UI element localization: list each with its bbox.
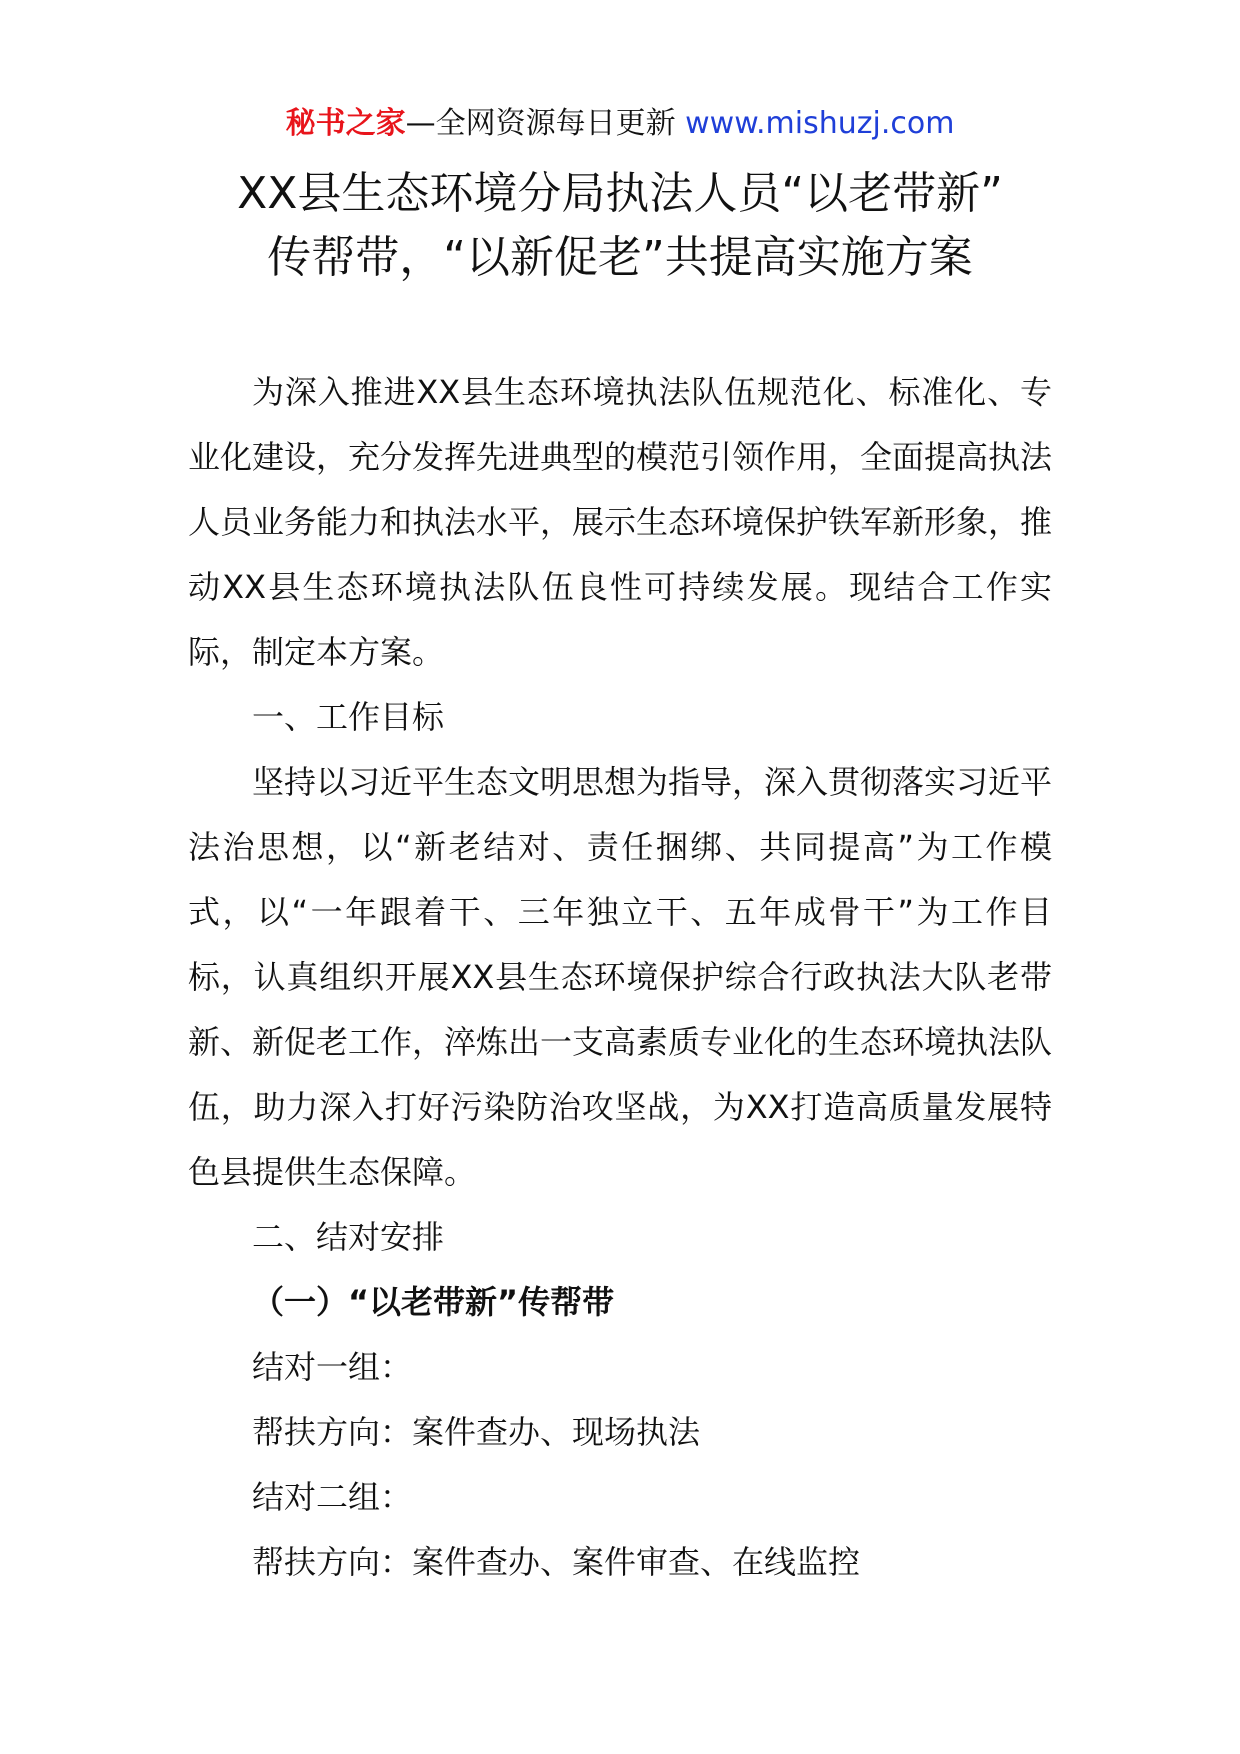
banner-brand: 秘书之家 bbox=[285, 106, 406, 141]
title-line-2: 传帮带，“以新促老”共提高实施方案 bbox=[267, 232, 973, 283]
pair-group-2-direction: 帮扶方向：案件查办、案件审查、在线监控 bbox=[252, 1543, 861, 1581]
title-line-1: XX县生态环境分局执法人员“以老带新” bbox=[237, 168, 1003, 219]
subsection-heading-mentoring: （一）“以老带新”传帮带 bbox=[252, 1283, 615, 1321]
banner-url-link[interactable]: www.mishuzj.com bbox=[685, 106, 955, 141]
pair-group-1: 结对一组： bbox=[252, 1348, 413, 1386]
section-heading-pairing: 二、结对安排 bbox=[252, 1218, 445, 1256]
document-title bbox=[0, 162, 1240, 290]
pair-group-1-direction: 帮扶方向：案件查办、现场执法 bbox=[252, 1413, 701, 1451]
site-banner bbox=[0, 102, 1240, 146]
banner-slogan: —全网资源每日更新 bbox=[405, 106, 686, 141]
intro-paragraph: 为深入推进XX县生态环境执法队伍规范化、标准化、专业化建设，充分发挥先进典型的模范引领作用，全面提高执法人员业务能力和执法水平，展示生态环境保护铁军新形象，推动XX县生态环境执法队伍良性可持续发展。现结合工作实际，制定本方案。 bbox=[188, 373, 1053, 671]
section-heading-goals: 一、工作目标 bbox=[252, 698, 445, 736]
goal-paragraph: 坚持以习近平生态文明思想为指导，深入贯彻落实习近平法治思想，以“新老结对、责任捆绑、共同提高”为工作模式，以“一年跟着干、三年独立干、五年成骨干”为工作目标，认真组织开展XX县生态环境保护综合行政执法大队老带新、新促老工作，淬炼出一支高素质专业化的生态环境执法队伍，助力深入打好污染防治攻坚战，为XX打造高质量发展特色县提供生态保障。 bbox=[188, 763, 1053, 1191]
document-body bbox=[188, 360, 1052, 1595]
pair-group-2: 结对二组： bbox=[252, 1478, 413, 1516]
